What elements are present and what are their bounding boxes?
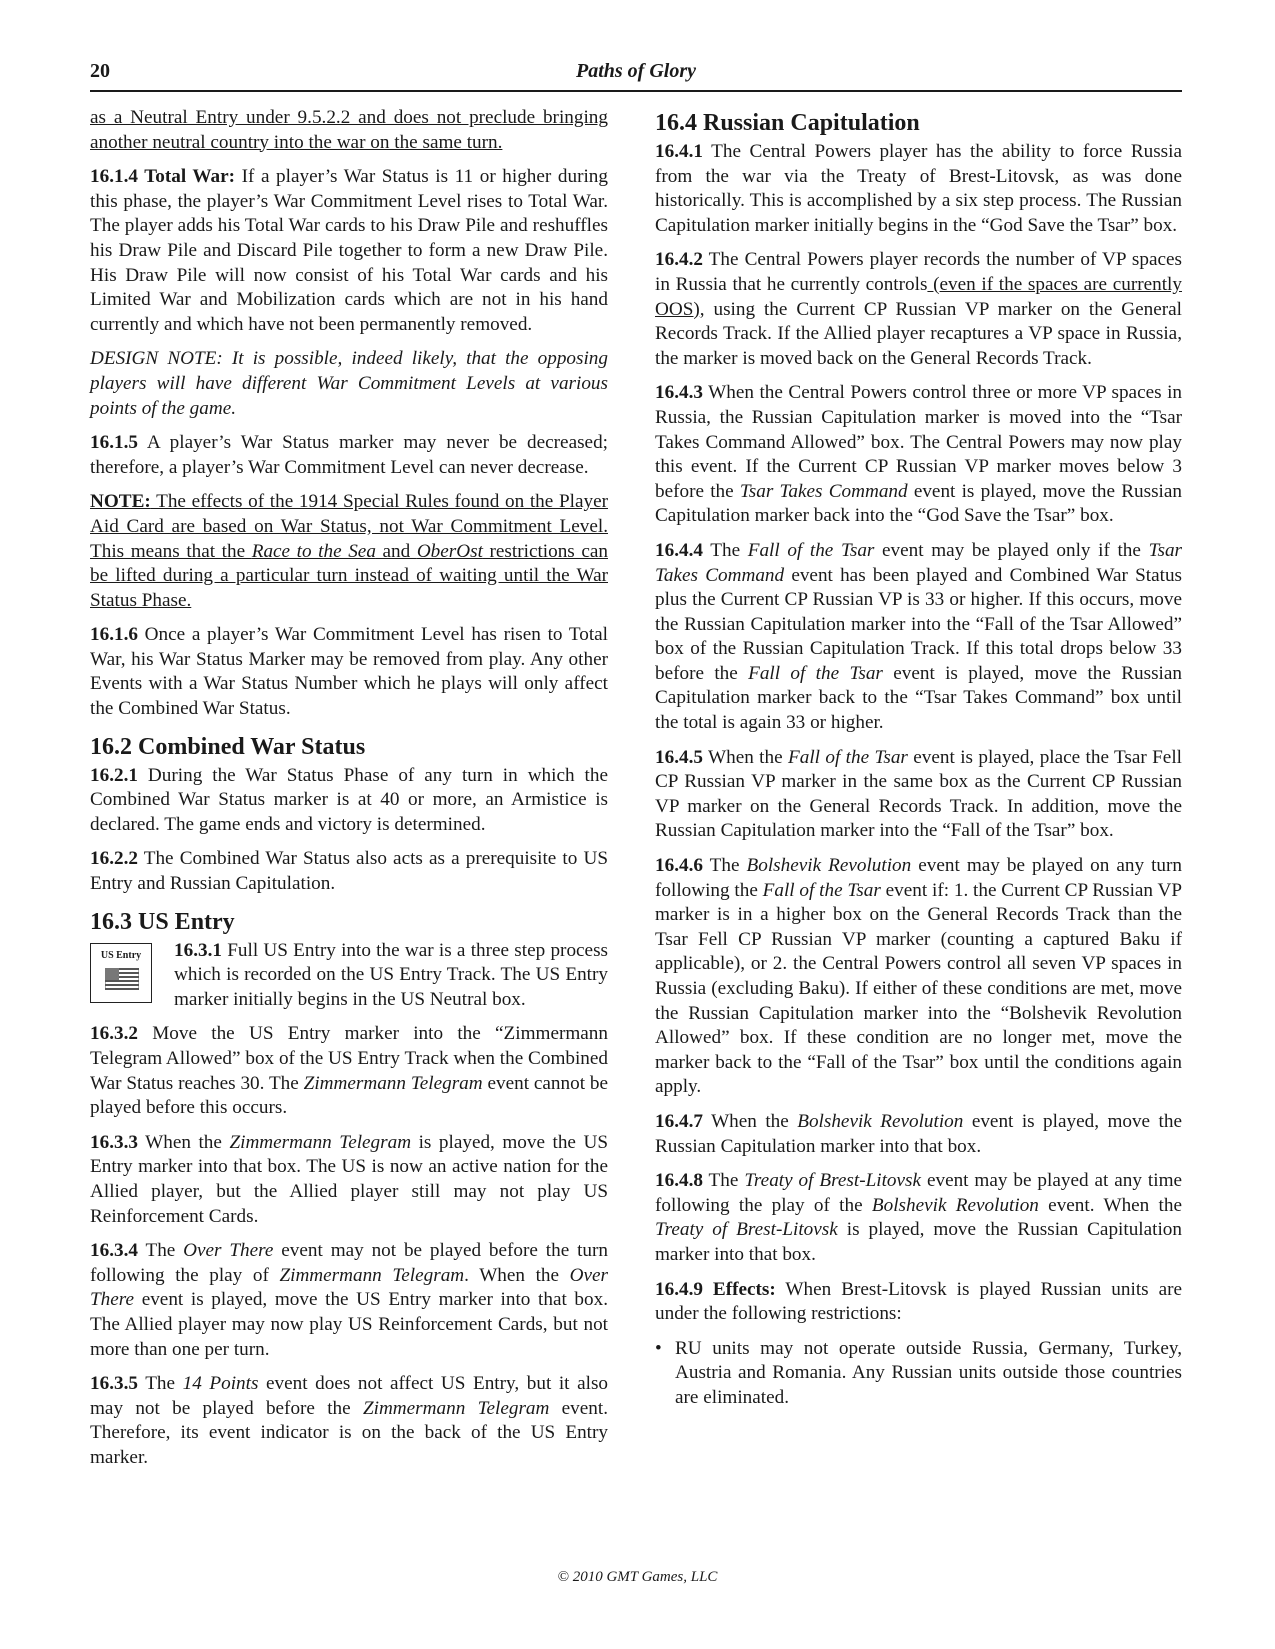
rule-text: The: [137, 1240, 184, 1262]
rule-text: The Combined War Status also acts as a prerequisite to US Entry and Russian Capitulation.: [90, 848, 608, 895]
us-entry-marker-label: US Entry: [100, 949, 142, 961]
section-heading-16-4: 16.4 Russian Capitulation: [655, 110, 920, 136]
event-name: Bolshevik Revolution: [871, 1194, 1039, 1216]
event-name: Treaty of Brest-Litovsk: [744, 1170, 922, 1192]
right-column: [655, 108, 1182, 1411]
rule-number: 16.4.4: [655, 539, 703, 561]
us-entry-marker-icon: [90, 943, 152, 1003]
rule-text: Once a player’s War Commitment Level has risen to Total War, his War Status Marker may be removed from play. Any other Events with a War Status Number which he plays will only affect the Combined War Status.: [90, 624, 608, 720]
rule-text: A player’s War Status marker may never be decreased; therefore, a player’s War Commitment Level can never decrease.: [90, 432, 608, 478]
running-title: Paths of Glory: [576, 60, 696, 82]
rule-16-1-5: [90, 431, 608, 480]
event-name: Treaty of Brest-Litovsk: [655, 1219, 838, 1241]
rule-number: 16.4.1: [655, 141, 703, 162]
rule-text-underlined: (even if the spaces are currently OOS): [655, 273, 1182, 320]
rule-text: Move the US Entry marker into the “Zimmermann Telegram Allowed” box of the US Entry Track when the Combined War Status reaches 30. The: [90, 1023, 608, 1094]
rule-text: event does not affect US Entry, but it also may not be played before the: [90, 1373, 608, 1419]
event-name: Zimmermann Telegram: [279, 1264, 465, 1286]
rule-text: If a player’s War Status is 11 or higher during this phase, the player’s War Commitment Level rises to Total War. The player adds his Total War cards to his Draw Pile and reshuffles his Draw Pile and Discard Pile together to form a new Draw Pile. His Draw Pile will now consist of his Total War cards and his Limited War and Mobilization cards which are not in his hand currently and which have not been permanently removed.: [90, 166, 608, 335]
rule-number: 16.4.6: [655, 855, 703, 877]
rule-number: 16.3.3: [90, 1131, 138, 1153]
rule-text: event. When the: [1038, 1194, 1182, 1216]
event-name: Race to the Sea: [251, 540, 376, 562]
rule-text: event is played, place the Tsar Fell CP Russian VP marker in the same box as the Current CP Russian VP marker on the General Records Track. In addition, move the Russian Capitulation marker into the “Fall of the Tsar” box.: [655, 746, 1182, 842]
rule-16-3-3: [90, 1131, 608, 1229]
rule-number: 16.3.2: [90, 1023, 138, 1045]
rule-number: 16.1.4 Total War:: [90, 166, 236, 188]
event-name: Bolshevik Revolution: [797, 1110, 964, 1132]
rule-16-1-6: [90, 623, 608, 721]
rule-16-2-2: [90, 847, 608, 896]
list-item-text: RU units may not operate outside Russia, Germany, Turkey, Austria and Romania. Any Russian units outside those countries are eliminated.: [675, 1337, 1182, 1408]
event-name: Zimmermann Telegram: [229, 1131, 412, 1153]
rule-text: When the Central Powers control three or more VP spaces in Russia, the Russian Capitulation marker is moved into the “Tsar Takes Command Allowed” box. The Central Powers may now play this event. If the Current CP Russian VP marker moves below 3 before the: [655, 382, 1182, 502]
rule-text: event cannot be played before this occurs.: [90, 1072, 609, 1119]
event-name: Fall of the Tsar: [748, 662, 883, 684]
event-name: Fall of the Tsar: [747, 539, 875, 561]
rule-text: event is played, move the Russian Capitulation marker back to the “Tsar Takes Command” box until the total is again 33 or higher.: [655, 662, 1182, 734]
section-heading-16-2: 16.2 Combined War Status: [90, 733, 366, 760]
rule-text: When Brest-Litovsk is played Russian units are under the following restrictions:: [655, 1278, 1183, 1325]
rule-text: event if: 1. the Current CP Russian VP marker is in a higher box on the General Records Track than the Tsar Fell CP Russian VP marker (counting a captured Baku if applicable), or 2. the Central Powers control all seven VP spaces in Russia (excluding Baku). If either of these conditions are met, move the Russian Capitulation marker into the “Bolshevik Revolution Allowed” box. If these condition are no longer met, move the marker back to the “Fall of the Tsar” box until the conditions again apply.: [655, 879, 1182, 1098]
rule-number: 16.2.1: [90, 764, 138, 786]
copyright-footer: © 2010 GMT Games, LLC: [557, 1569, 718, 1585]
rule-text: , using the Current CP Russian VP marker on the General Records Track. If the Allied player recaptures a VP space in Russia, the marker is moved back on the General Records Track.: [655, 298, 1182, 369]
rule-text: The: [702, 855, 747, 877]
rule-text: event has been played and Combined War Status plus the Current CP Russian VP is 33 or higher. If this occurs, move the Russian Capitulation marker into the “Fall of the Tsar Allowed” box of the Russian Capitulation Track. If this total drops below 33 before the: [655, 564, 1183, 684]
event-name: 14 Points: [182, 1373, 259, 1395]
event-name: Over There: [183, 1240, 274, 1262]
rule-16-3-1: [174, 939, 608, 1013]
rule-16-4-6: [655, 854, 1182, 1100]
event-name: Fall of the Tsar: [762, 879, 881, 901]
bullet-icon: •: [655, 1337, 662, 1359]
rule-number: 16.3.5: [90, 1373, 138, 1395]
rule-text: event. Therefore, its event indicator is on the back of the US Entry marker.: [90, 1397, 608, 1468]
us-flag-icon: [105, 968, 139, 990]
rule-number: 16.1.5: [90, 432, 138, 454]
rule-16-4-2: [655, 248, 1182, 371]
rule-16-3-4: [90, 1239, 608, 1362]
header-rule: [90, 90, 1182, 92]
rule-text: The: [702, 539, 748, 561]
note-label: NOTE:: [90, 491, 151, 513]
rule-text: The Central Powers player records the number of VP spaces in Russia that he currently controls: [655, 249, 1182, 295]
rule-16-4-3: [655, 381, 1182, 529]
rule-text: . When the: [464, 1264, 570, 1286]
rule-16-4-4: [655, 539, 1182, 736]
rule-text: event is played, move the US Entry marker into that box. The Allied player may now play US Reinforcement Cards, but not more than one per turn.: [90, 1289, 608, 1360]
rule-text: Full US Entry into the war is a three step process which is recorded on the US Entry Track. The US Entry marker initially begins in the US Neutral box.: [174, 939, 608, 1010]
note-paragraph: [90, 490, 608, 613]
rule-number: 16.4.9 Effects:: [655, 1278, 776, 1300]
note-text: and: [375, 540, 417, 562]
rule-16-2-1: [90, 764, 608, 838]
rule-number: 16.4.7: [655, 1110, 703, 1132]
rule-text: event may be played at any time following the play of the: [655, 1170, 1183, 1216]
rule-16-4-5: [655, 746, 1182, 844]
rule-16-4-9: [655, 1278, 1182, 1327]
page-header: [90, 58, 1182, 90]
rule-number: 16.4.5: [655, 746, 703, 768]
intro-paragraph: as a Neutral Entry under 9.5.2.2 and does not preclude bringing another neutral country into the war on the same turn.: [90, 107, 608, 153]
event-name: Tsar Takes Command: [655, 539, 1182, 586]
restrictions-list: [655, 1337, 1182, 1411]
rule-text: event is played, move the Russian Capitulation marker into that box.: [655, 1110, 1182, 1157]
event-name: Zimmermann Telegram: [362, 1397, 550, 1419]
rule-16-4-7: [655, 1110, 1182, 1159]
design-note: DESIGN NOTE: It is possible, indeed likely, that the opposing players will have different War Commitment Levels at various points of the game.: [90, 348, 608, 419]
page-number: 20: [90, 60, 110, 82]
event-name: Over There: [90, 1264, 608, 1311]
rule-number: 16.3.4: [90, 1240, 138, 1262]
rule-16-3-2: [90, 1022, 608, 1120]
rule-text: event may be played only if the: [874, 539, 1149, 561]
rule-16-4-8: [655, 1169, 1182, 1267]
event-name: Bolshevik Revolution: [746, 855, 912, 877]
rule-number: 16.4.3: [655, 382, 703, 404]
rule-number: 16.4.2: [655, 249, 703, 271]
event-name: Tsar Takes Command: [739, 480, 908, 502]
rule-text: event is played, move the Russian Capitulation marker back into the “God Save the Tsar” box.: [655, 480, 1182, 527]
rule-16-1-4: [90, 165, 608, 337]
rule-16-3-5: [90, 1372, 608, 1470]
event-name: Zimmermann Telegram: [303, 1072, 483, 1094]
rule-text: When the: [137, 1131, 230, 1153]
section-heading-16-3: 16.3 US Entry: [90, 908, 235, 935]
left-column: [90, 106, 608, 1481]
rule-text: During the War Status Phase of any turn in which the Combined War Status marker is at 40 or more, an Armistice is declared. The game ends and victory is determined.: [90, 764, 608, 835]
rule-number: 16.3.1: [174, 939, 222, 961]
rule-text: is played, move the Russian Capitulation marker into that box.: [655, 1219, 1182, 1265]
rule-number: 16.2.2: [90, 848, 138, 870]
rule-text: is played, move the US Entry marker into that box. The US is now an active nation for the Allied player, but the Allied player still may not play US Reinforcement Cards.: [90, 1131, 608, 1227]
rule-text: event may not be played before the turn following the play of: [90, 1240, 608, 1286]
rule-text: event may be played on any turn following the: [655, 855, 1183, 901]
event-name: Fall of the Tsar: [788, 746, 908, 768]
rule-16-4-1: [655, 140, 1182, 238]
rule-number: 16.1.6: [90, 624, 138, 646]
event-name: OberOst: [416, 540, 483, 562]
rule-text: When the: [702, 1110, 798, 1132]
rule-text: The Central Powers player has the ability to force Russia from the war via the Treaty of Brest-Litovsk, as was done historically. This is accomplished by a six step process. The Russian Capitulation marker initially begins in the “God Save the Tsar” box.: [655, 141, 1182, 236]
note-text: restrictions can be lifted during a particular turn instead of waiting until the War Status Phase.: [90, 540, 608, 611]
rule-number: 16.4.8: [655, 1170, 703, 1192]
list-item: [655, 1337, 1182, 1411]
us-entry-block: [90, 939, 608, 1013]
rule-text: The: [137, 1373, 183, 1395]
rule-text: The: [702, 1170, 745, 1192]
rule-text: When the: [702, 746, 788, 768]
note-text: The effects of the 1914 Special Rules found on the Player Aid Card are based on War Status, not War Commitment Level. This means that the: [90, 491, 608, 562]
